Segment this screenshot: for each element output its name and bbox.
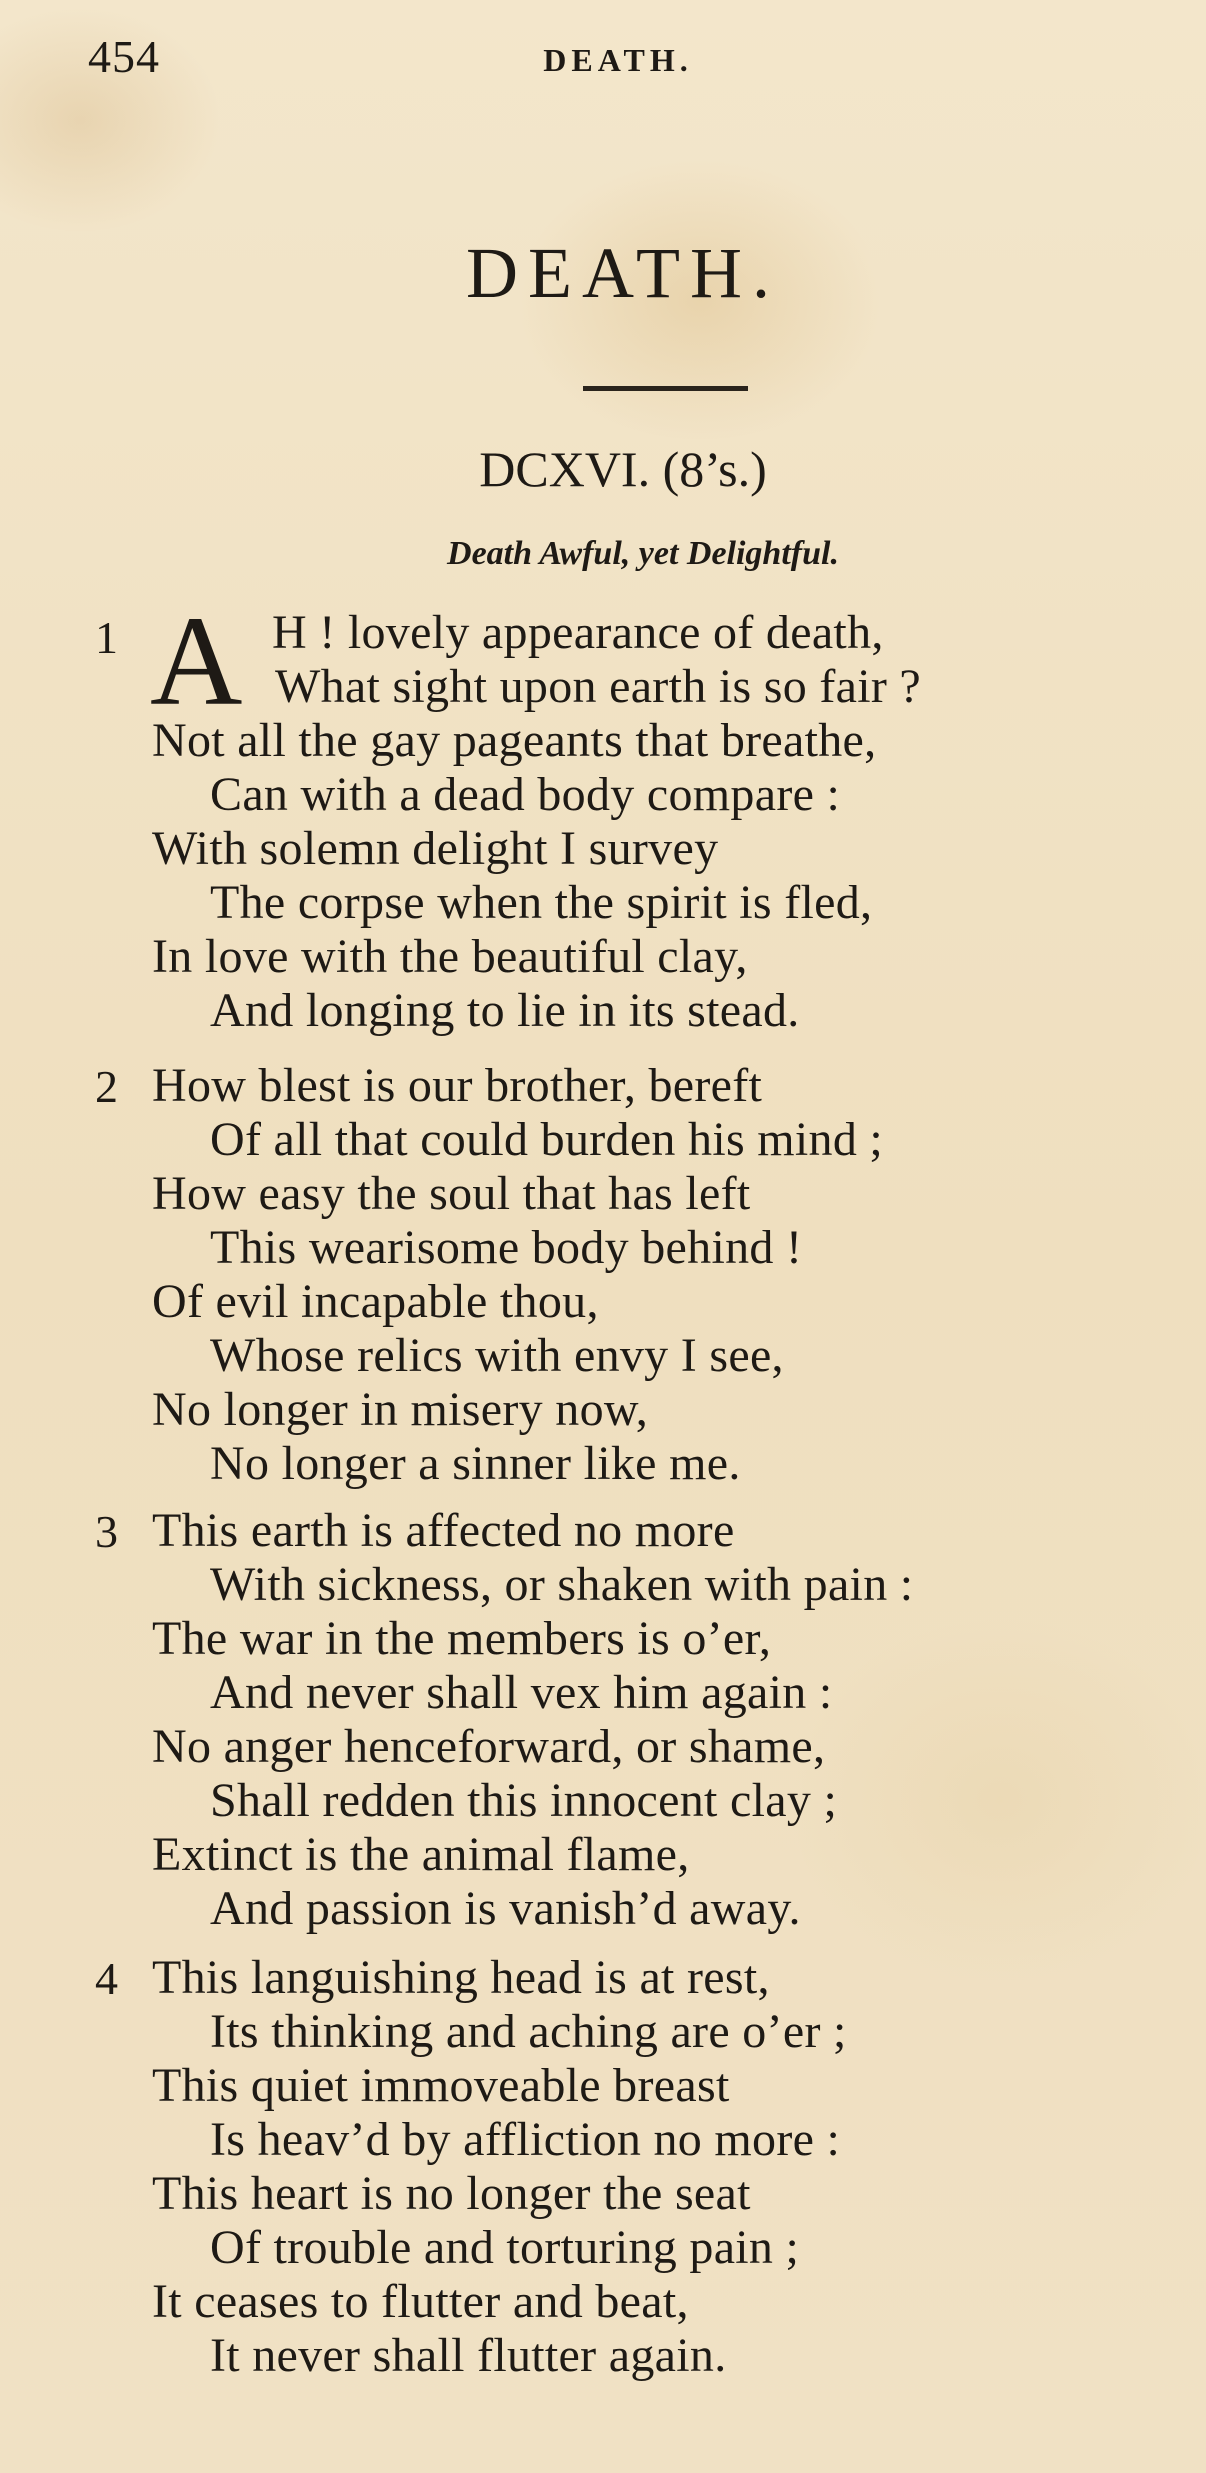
drop-cap: A: [150, 590, 243, 732]
verse-line: With solemn delight I survey: [152, 822, 719, 875]
verse-line: Of all that could burden his mind ;: [210, 1113, 884, 1166]
section-title: DEATH.: [466, 233, 780, 313]
verse-line: Of trouble and torturing pain ;: [210, 2221, 800, 2274]
verse-line: And longing to lie in its stead.: [210, 984, 800, 1037]
verse-line: How easy the soul that has left: [152, 1167, 751, 1220]
verse-line: The war in the members is o’er,: [152, 1612, 772, 1665]
stanza-number: 2: [95, 1061, 118, 1112]
verse-line: This quiet immoveable breast: [152, 2059, 730, 2112]
verse-line: Of evil incapable thou,: [152, 1275, 599, 1328]
stanza-number: 3: [95, 1506, 118, 1557]
running-head: [88, 30, 1148, 80]
verse-line: In love with the beautiful clay,: [152, 930, 748, 983]
verse-line: This wearisome body behind !: [210, 1221, 803, 1274]
running-title: DEATH.: [543, 42, 693, 78]
verse-line: The corpse when the spirit is fled,: [210, 876, 873, 929]
stanza-number: 4: [95, 1953, 118, 2004]
hymn-number: DCXVI. (8’s.): [479, 441, 767, 497]
verse-line: And never shall vex him again :: [210, 1666, 833, 1719]
verse-line: With sickness, or shaken with pain :: [210, 1558, 914, 1611]
verse-line: It ceases to flutter and beat,: [152, 2275, 689, 2328]
verse-line: No longer a sinner like me.: [210, 1437, 741, 1490]
verse-line: This earth is affected no more: [152, 1504, 735, 1557]
verse-line: It never shall flutter again.: [210, 2329, 727, 2382]
verse-line: Not all the gay pageants that breathe,: [152, 714, 877, 767]
stanza-number: 1: [95, 612, 118, 663]
verse-line: Is heav’d by affliction no more :: [210, 2113, 841, 2166]
verse-line: Extinct is the animal flame,: [152, 1828, 690, 1881]
verse-line: No longer in misery now,: [152, 1383, 649, 1436]
verse-line: No anger henceforward, or shame,: [152, 1720, 826, 1773]
page-number: 454: [88, 31, 160, 82]
verse-line: This heart is no longer the seat: [152, 2167, 751, 2220]
title-rule: [583, 386, 748, 391]
verse-line: Whose relics with envy I see,: [210, 1329, 784, 1382]
verse-line: How blest is our brother, bereft: [152, 1059, 763, 1112]
verse-line: H ! lovely appearance of death,: [272, 606, 884, 659]
verse-line: And passion is vanish’d away.: [210, 1882, 801, 1935]
verse-line: Can with a dead body compare :: [210, 768, 841, 821]
verse-line: This languishing head is at rest,: [152, 1951, 770, 2004]
verse-line: What sight upon earth is so fair ?: [275, 660, 922, 713]
verse-line: Its thinking and aching are o’er ;: [210, 2005, 847, 2058]
hymn-subtitle: Death Awful, yet Delightful.: [447, 535, 839, 572]
verse-line: Shall redden this innocent clay ;: [210, 1774, 838, 1827]
